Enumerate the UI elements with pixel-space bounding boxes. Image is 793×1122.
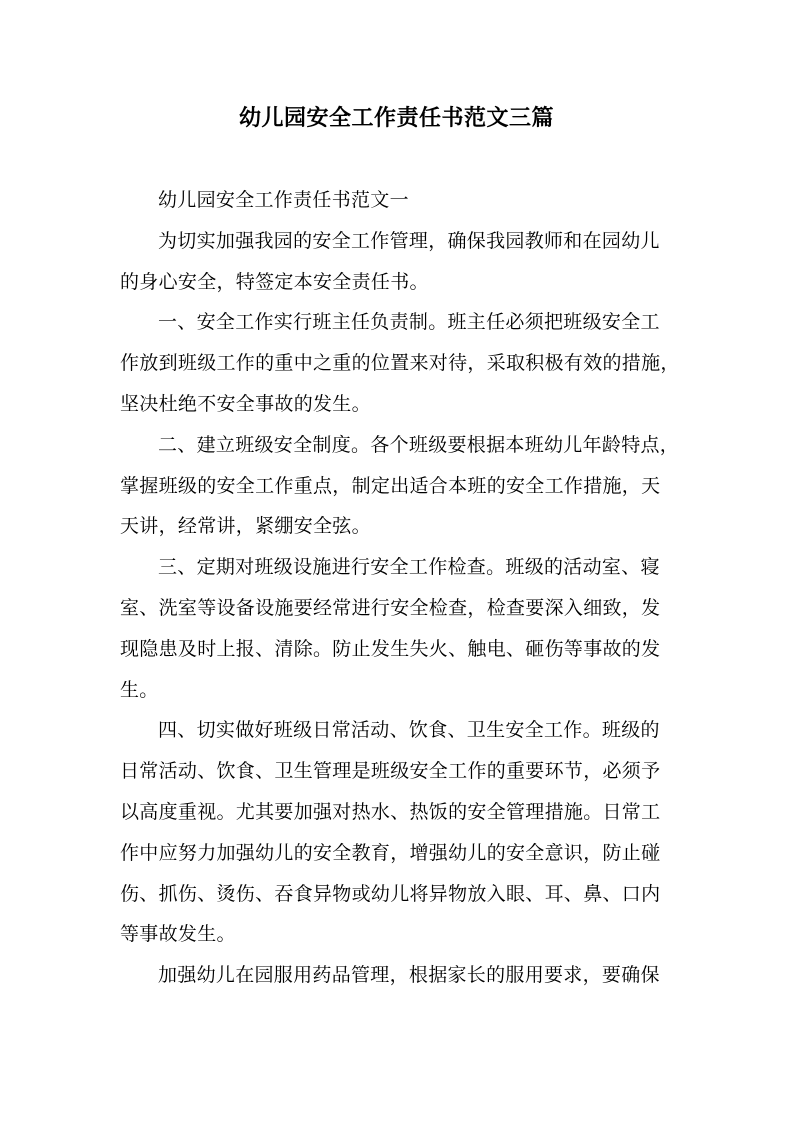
section-heading [120,180,682,221]
document-title: 幼儿园安全工作责任书范文三篇 [238,106,554,131]
text-line: 坚决杜绝不安全事故的发生。 [120,392,371,415]
text-line: 天讲，经常讲，紧绷安全弦。 [120,515,371,538]
text-line: 伤、抓伤、烫伤、吞食异物或幼儿将异物放入眼、耳、鼻、口内 [120,882,661,905]
text-line: 日常活动、饮食、卫生管理是班级安全工作的重要环节，必须予 [120,760,661,783]
text-line: 幼儿园安全工作责任书范文一 [158,189,409,211]
text-line: 室、洗室等设备设施要经常进行安全检查，检查要深入细致，发 [120,596,661,619]
text-line: 现隐患及时上报、清除。防止发生失火、触电、砸伤等事故的发 [120,637,661,660]
text-line: 三、定期对班级设施进行安全工作检查。班级的活动室、寝 [158,556,660,579]
paragraph-intro [120,221,682,303]
text-line: 作中应努力加强幼儿的安全教育，增强幼儿的安全意识，防止碰 [120,841,661,864]
text-line: 四、切实做好班级日常活动、饮食、卫生安全工作。班级的 [158,719,660,742]
text-line: 以高度重视。尤其要加强对热水、热饭的安全管理措施。日常工 [120,800,661,823]
paragraph-item-3 [120,547,682,710]
paragraph-item-4 [120,710,682,955]
text-line: 作放到班级工作的重中之重的位置来对待，采取积极有效的措施， [120,352,680,375]
document-body [120,180,682,996]
text-line: 一、安全工作实行班主任负责制。班主任必须把班级安全工 [158,311,660,334]
text-line: 生。 [120,678,159,701]
text-line: 掌握班级的安全工作重点，制定出适合本班的安全工作措施，天 [120,474,661,497]
paragraph-medication [120,955,682,996]
paragraph-item-2 [120,425,682,547]
text-line: 为切实加强我园的安全工作管理，确保我园教师和在园幼儿 [158,229,660,252]
text-line: 二、建立班级安全制度。各个班级要根据本班幼儿年龄特点， [158,433,680,456]
paragraph-item-1 [120,302,682,424]
text-line: 的身心安全，特签定本安全责任书。 [120,270,429,293]
text-line: 等事故发生。 [120,923,236,946]
text-line: 加强幼儿在园服用药品管理，根据家长的服用要求，要确保 [158,964,660,987]
